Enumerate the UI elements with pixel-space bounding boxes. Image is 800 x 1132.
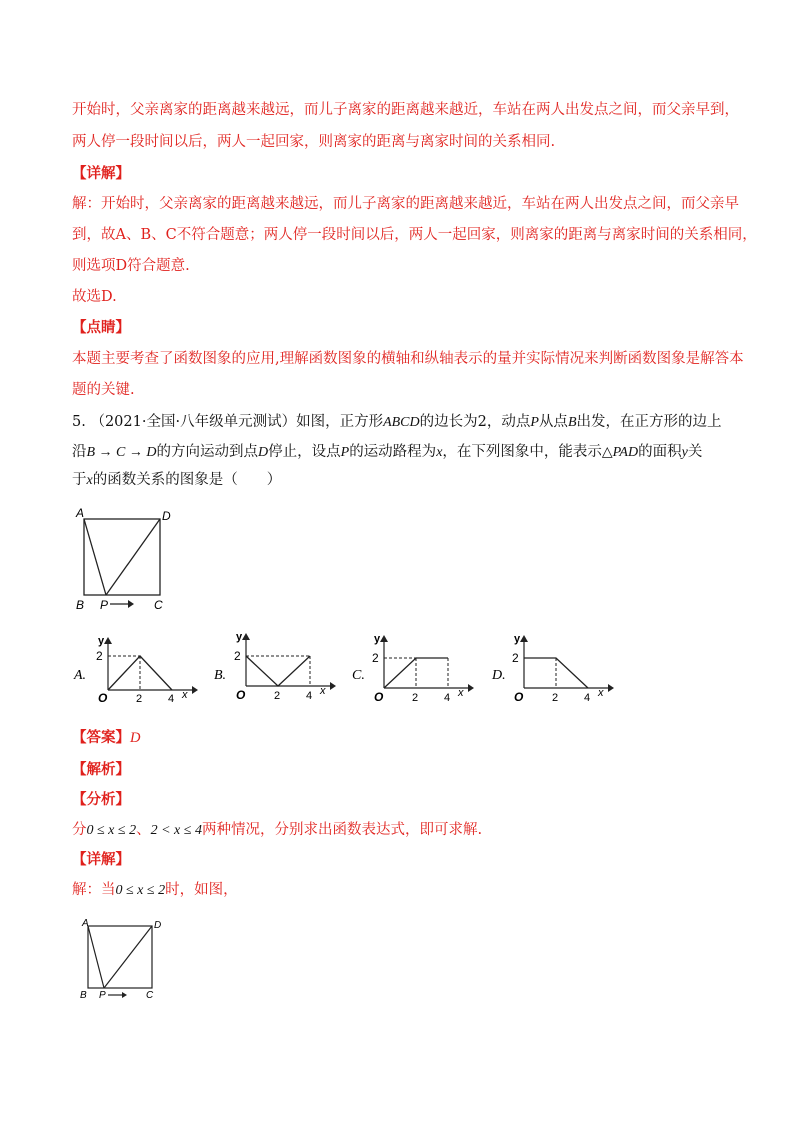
x-tick-4: 4 bbox=[168, 693, 175, 705]
x-tick-2: 2 bbox=[552, 692, 559, 704]
y-axis-arrow bbox=[104, 637, 112, 644]
fenxi-heading: 【分析】 bbox=[72, 791, 130, 808]
prev-answer-line-1: 开始时，父亲离家的距离越来越远，而儿子离家的距离越来越近，车站在两人出发点之间，而父亲早到， bbox=[72, 102, 739, 118]
prev-answer-line-2: 两人停一段时间以后，两人一起回家，则离家的距离与离家时间的关系相同. bbox=[72, 134, 556, 150]
label-p: P bbox=[100, 598, 109, 612]
y-tick-2: 2 bbox=[234, 649, 241, 663]
segment-ap bbox=[88, 926, 104, 988]
x-tick-4: 4 bbox=[306, 690, 313, 702]
origin-label: O bbox=[374, 690, 384, 704]
x-label: x bbox=[182, 689, 188, 701]
answer-heading: 【答案】 bbox=[72, 729, 130, 746]
y-axis-arrow bbox=[380, 635, 388, 642]
segment-ap bbox=[84, 519, 106, 595]
analysis-heading: 【解析】 bbox=[72, 761, 130, 778]
option-d-graph[interactable] bbox=[510, 630, 620, 706]
comment-heading: 【点睛】 bbox=[72, 319, 130, 336]
option-d-label[interactable]: D. bbox=[492, 668, 506, 683]
label-c: C bbox=[154, 598, 163, 612]
segment-pd bbox=[104, 926, 152, 988]
prev-choose: 故选D. bbox=[72, 289, 117, 305]
prev-detail-line-1: 解：开始时，父亲离家的距离越来越远，而儿子离家的距离越来越近，车站在两人出发点之间，而父亲早 bbox=[72, 196, 739, 212]
x-tick-2: 2 bbox=[274, 690, 281, 702]
y-tick-2: 2 bbox=[96, 649, 103, 663]
x-tick-4: 4 bbox=[444, 692, 451, 704]
question-source: （2021·全国·八年级单元测试） bbox=[90, 414, 297, 430]
question-number: 5. bbox=[72, 414, 86, 430]
option-c-graph[interactable] bbox=[370, 630, 480, 706]
option-a-graph[interactable] bbox=[94, 634, 204, 706]
y-label: y bbox=[236, 631, 243, 643]
x-tick-4: 4 bbox=[584, 692, 591, 704]
answer-line bbox=[72, 728, 140, 748]
option-c-label[interactable]: C. bbox=[352, 668, 365, 683]
label-a: A bbox=[82, 918, 89, 929]
x-label: x bbox=[598, 687, 604, 699]
y-label: y bbox=[374, 633, 381, 645]
segment-pd bbox=[106, 519, 160, 595]
label-b: B bbox=[76, 598, 85, 612]
detail-heading: 【详解】 bbox=[72, 165, 130, 182]
question-line-1: 5. （2021·全国·八年级单元测试）如图，正方形ABCD的边长为2，动点P从点B出发，在正方形的边上 bbox=[72, 414, 722, 430]
x-tick-2: 2 bbox=[136, 693, 143, 705]
fenxi-line: 分0 ≤ x ≤ 2、2 < x ≤ 4两种情况，分别求出函数表达式，即可求解. bbox=[72, 822, 483, 838]
label-p: P bbox=[99, 990, 106, 1000]
y-tick-2: 2 bbox=[372, 651, 379, 665]
y-axis-arrow bbox=[520, 635, 528, 642]
x-axis-arrow bbox=[468, 684, 474, 692]
origin-label: O bbox=[98, 691, 108, 705]
x-axis-arrow bbox=[192, 686, 198, 694]
label-b: B bbox=[80, 990, 87, 1000]
x-axis-arrow bbox=[608, 684, 614, 692]
detail-line: 解：当0 ≤ x ≤ 2时，如图， bbox=[72, 882, 238, 898]
arrow-head bbox=[128, 600, 134, 608]
label-c: C bbox=[146, 990, 154, 1000]
origin-label: O bbox=[514, 690, 524, 704]
comment-line-1: 本题主要考查了函数图象的应用,理解函数图象的横轴和纵轴表示的量并实际情况来判断函数图象是解答本 bbox=[72, 351, 744, 367]
answer-value: D bbox=[130, 730, 141, 746]
label-d: D bbox=[154, 920, 162, 931]
origin-label: O bbox=[236, 688, 246, 702]
y-label: y bbox=[514, 633, 521, 645]
prev-detail-line-3: 则选项D符合题意. bbox=[72, 258, 190, 274]
small-square-figure bbox=[74, 916, 174, 1000]
x-label: x bbox=[458, 687, 464, 699]
x-tick-2: 2 bbox=[412, 692, 419, 704]
question-line-2: 沿B → C → D的方向运动到点D停止，设点P的运动路程为x，在下列图象中，能表示△PAD的面积y关 bbox=[72, 444, 703, 460]
y-axis-arrow bbox=[242, 633, 250, 640]
graph-line bbox=[246, 656, 310, 686]
y-tick-2: 2 bbox=[512, 651, 519, 665]
option-b-label[interactable]: B. bbox=[214, 668, 227, 683]
option-a-label[interactable]: A. bbox=[74, 668, 87, 683]
x-axis-arrow bbox=[330, 682, 336, 690]
square-figure bbox=[70, 505, 190, 615]
option-b-graph[interactable] bbox=[232, 626, 342, 706]
arrow-head bbox=[122, 992, 127, 998]
label-d: D bbox=[162, 509, 171, 523]
comment-line-2: 题的关键. bbox=[72, 382, 135, 398]
label-a: A bbox=[76, 506, 85, 520]
x-label: x bbox=[320, 685, 326, 697]
prev-detail-line-2: 到，故A、B、C不符合题意；两人停一段时间以后，两人一起回家，则离家的距离与离家时间的关系相同， bbox=[72, 227, 757, 243]
y-label: y bbox=[98, 635, 105, 647]
square-outline bbox=[88, 926, 152, 988]
detail-heading-2: 【详解】 bbox=[72, 851, 130, 868]
question-line-3: 于x的函数关系的图象是（ ） bbox=[72, 472, 282, 488]
